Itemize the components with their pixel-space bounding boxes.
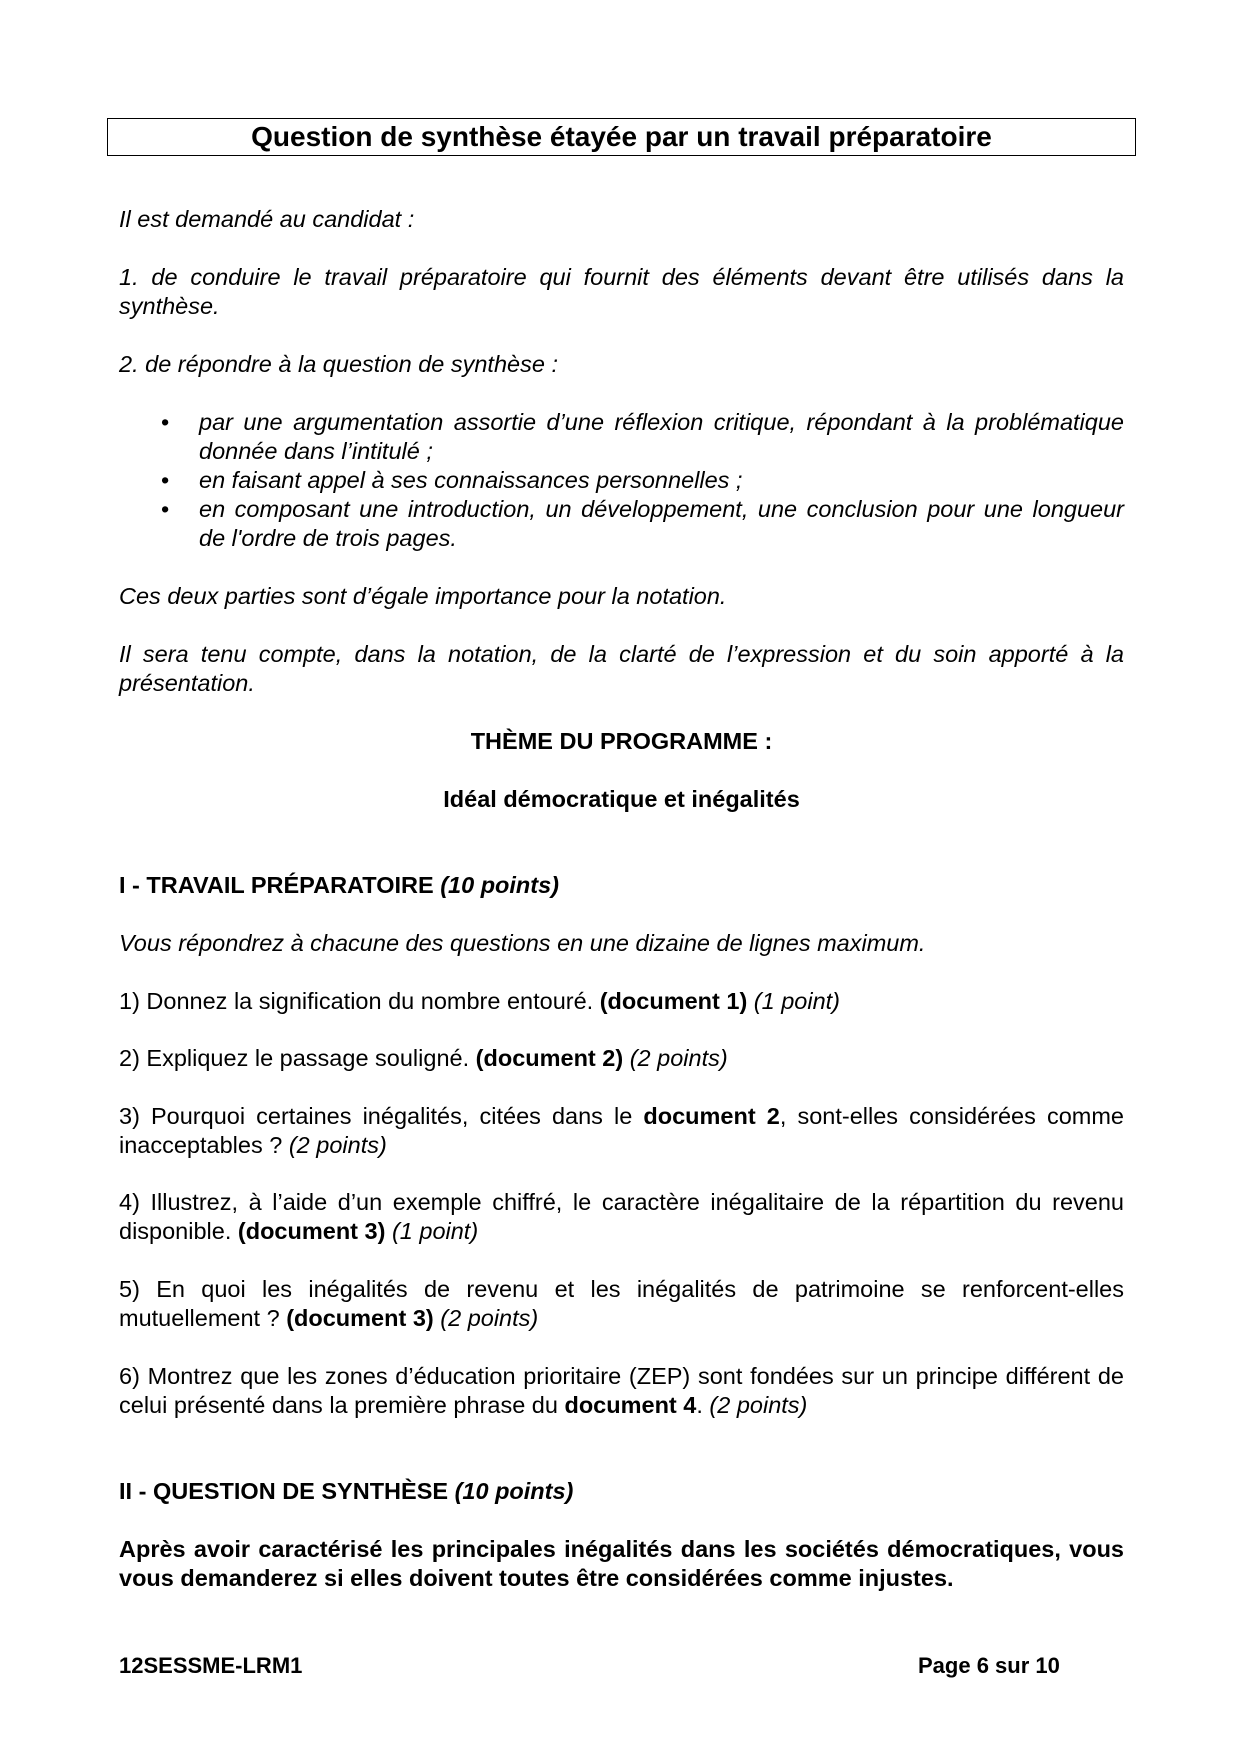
intro-demand: Il est demandé au candidat : [119, 206, 415, 232]
equal-importance-note: Ces deux parties sont d’égale importance pour la notation. [119, 583, 727, 609]
part1-instruction: Vous répondrez à chacune des questions en une dizaine de lignes maximum. [119, 930, 926, 956]
doc-ref: (document 2) [475, 1045, 624, 1071]
intro-step-2: 2. de répondre à la question de synthèse : [119, 351, 558, 377]
doc-ref: (document 3) [237, 1218, 386, 1244]
part2-heading: II - QUESTION DE SYNTHÈSE (10 points) [119, 1478, 574, 1504]
doc-ref: document 2 [643, 1103, 780, 1129]
theme-name: Idéal démocratique et inégalités [443, 786, 800, 812]
bullet-item: • en composant une introduction, un développement, une conclusion pour une longueur de l'ordre de trois pages. [161, 496, 1124, 551]
part1-points: (10 points) [440, 872, 560, 898]
footer-exam-code: 12SESSME-LRM1 [119, 1653, 303, 1678]
bullet-dot-icon: • [161, 496, 170, 522]
question-4: 4) Illustrez, à l’aide d’un exemple chiffré, le caractère inégalitaire de la répartition du revenu disponible. (document 3) (1 point) [119, 1189, 1124, 1244]
doc-ref: document 4 [564, 1392, 697, 1418]
theme-label: THÈME DU PROGRAMME : [470, 728, 773, 754]
instruction-bullet-list [119, 408, 1124, 553]
question-2: 2) Expliquez le passage souligné. (document 2) (2 points) [119, 1045, 728, 1071]
bullet-item: • en faisant appel à ses connaissances personnelles ; [161, 467, 743, 493]
question-6: 6) Montrez que les zones d’éducation prioritaire (ZEP) sont fondées sur un principe différent de celui présenté dans la première phrase du document 4. (2 points) [119, 1363, 1124, 1418]
synthesis-question: Après avoir caractérisé les principales inégalités dans les sociétés démocratiques, vous vous demanderez si elles doivent toutes être considérées comme injustes. [119, 1536, 1124, 1591]
doc-ref: (document 1) [599, 988, 748, 1014]
part2-points: (10 points) [454, 1478, 574, 1504]
question-3: 3) Pourquoi certaines inégalités, citées dans le document 2, sont-elles considérées comme inacceptables ? (2 points) [119, 1103, 1124, 1158]
page-title: Question de synthèse étayée par un travail préparatoire [107, 118, 1136, 156]
doc-ref: (document 3) [286, 1305, 434, 1331]
bullet-dot-icon: • [161, 467, 170, 493]
clarity-note: Il sera tenu compte, dans la notation, de la clarté de l’expression et du soin apporté à la présentation. [119, 641, 1124, 696]
question-1: 1) Donnez la signification du nombre entouré. (document 1) (1 point) [119, 988, 841, 1014]
footer-page-number: Page 6 sur 10 [918, 1653, 1060, 1678]
question-5: 5) En quoi les inégalités de revenu et les inégalités de patrimoine se renforcent-elles mutuellement ? (document 3) (2 points) [119, 1276, 1124, 1331]
bullet-item: • par une argumentation assortie d’une réflexion critique, répondant à la problématique donnée dans l’intitulé ; [161, 409, 1124, 464]
bullet-dot-icon: • [161, 409, 170, 435]
intro-step-1: 1. de conduire le travail préparatoire qui fournit des éléments devant être utilisés dans la synthèse. [119, 264, 1124, 319]
part1-heading: I - TRAVAIL PRÉPARATOIRE (10 points) [119, 872, 560, 898]
